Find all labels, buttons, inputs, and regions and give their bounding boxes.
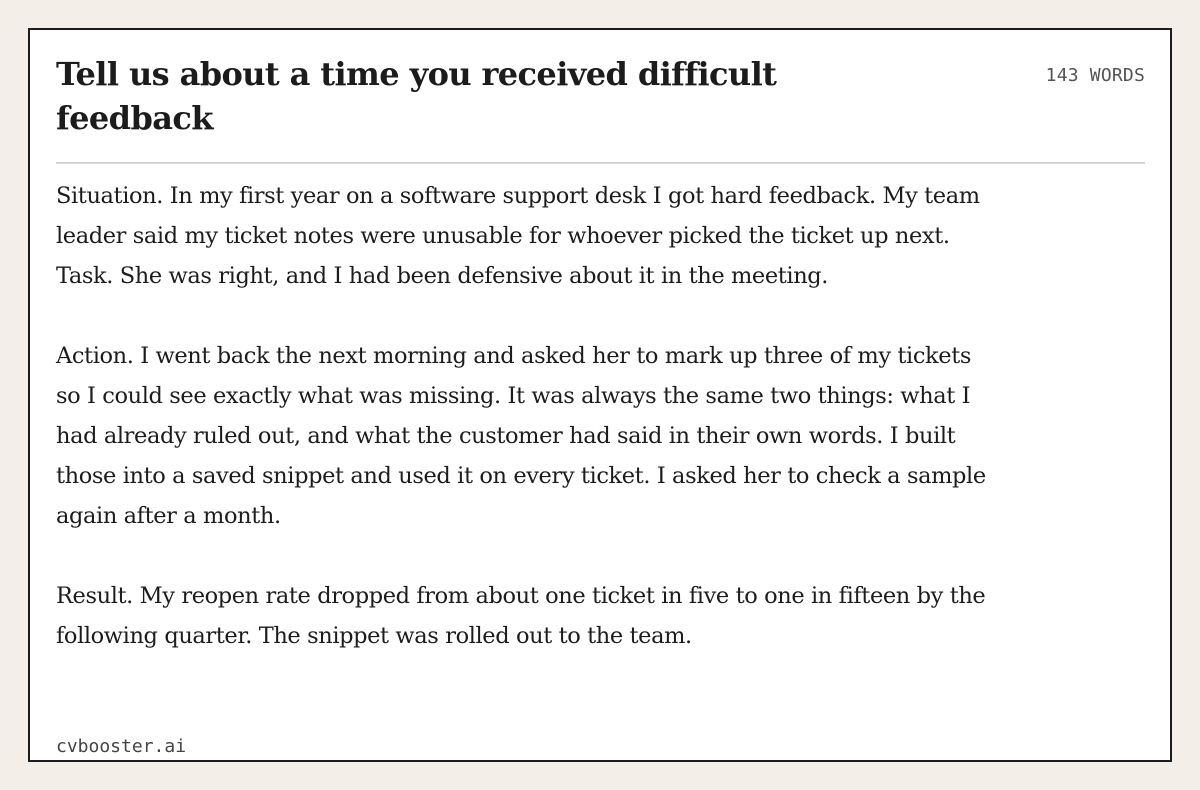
answer-paragraph-situation: Situation. In my first year on a software support desk I got hard feedback. My team leader said my ticket notes were unusable for whoever picked the ticket up next. Task. She was right, and I had been defensive about it in the meeting.: [56, 183, 980, 289]
question-title: Tell us about a time you received difficult feedback: [56, 55, 777, 137]
answer-paragraph-action: Action. I went back the next morning and asked her to mark up three of my tickets so I could see exactly what was missing. It was always the same two things: what I had already ruled out, and what the customer had said in their own words. I built those into a saved snippet and used it on every ticket. I asked her to check a sample again after a month.: [56, 343, 986, 529]
answer-paragraph-result: Result. My reopen rate dropped from about one ticket in five to one in fifteen by the following quarter. The snippet was rolled out to the team.: [56, 583, 986, 649]
answer-body: [56, 176, 986, 696]
brand-footer: cvbooster.ai: [56, 736, 187, 757]
card-header: [56, 52, 1145, 164]
word-count: 143 WORDS: [1045, 65, 1145, 86]
answer-card: [28, 28, 1172, 762]
